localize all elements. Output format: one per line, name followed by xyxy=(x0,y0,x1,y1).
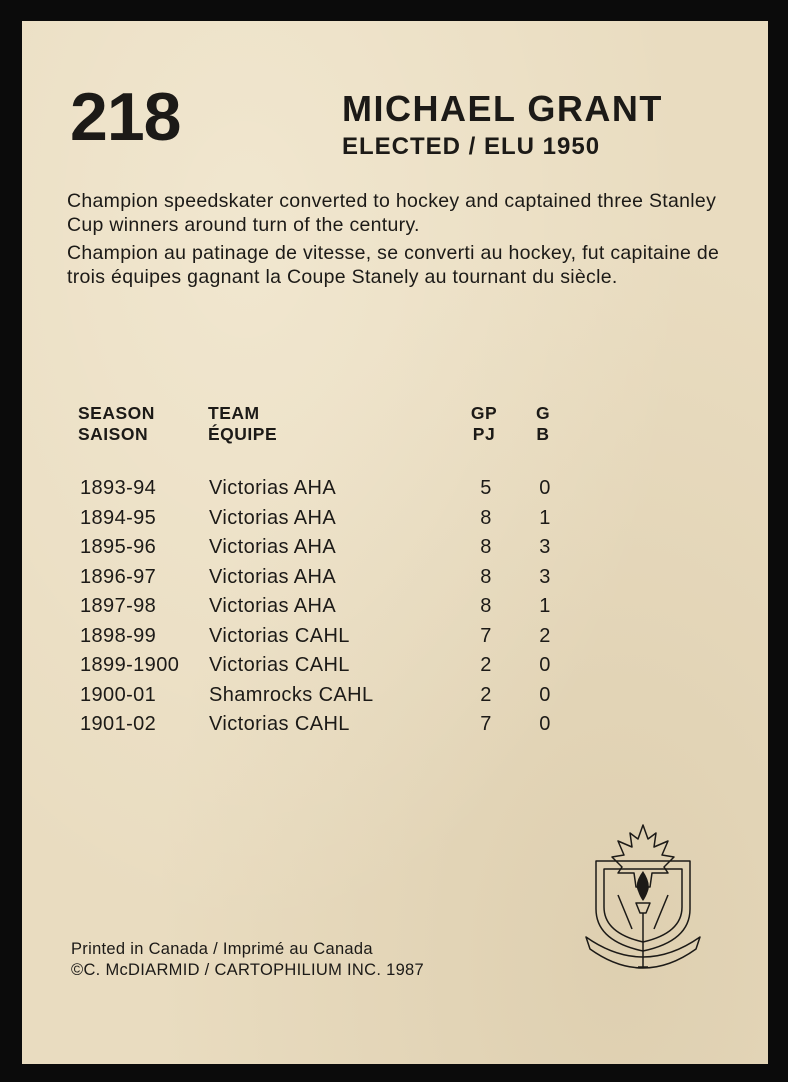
row-games-played: 8 xyxy=(480,506,492,529)
row-season: 1897-98 xyxy=(80,595,157,617)
row-team: Victorias CAHL xyxy=(209,654,350,676)
row-goals: 0 xyxy=(539,654,551,676)
header-season-fr: SAISON xyxy=(78,424,149,444)
row-season: 1896-97 xyxy=(80,565,157,588)
row-games-played: 5 xyxy=(480,477,492,499)
table-row xyxy=(78,710,598,739)
row-team: Victorias AHA xyxy=(209,536,337,558)
row-season: 1895-96 xyxy=(80,536,157,558)
header-goals xyxy=(528,403,558,445)
elected-year: ELECTED / ELU 1950 xyxy=(342,133,601,160)
row-team: Victorias AHA xyxy=(209,506,337,529)
row-season: 1901-02 xyxy=(80,713,157,735)
row-season: 1894-95 xyxy=(80,506,157,529)
trading-card-back xyxy=(22,21,768,1064)
table-row xyxy=(78,681,598,710)
row-season: 1899-1900 xyxy=(80,654,180,676)
row-games-played: 8 xyxy=(480,595,492,617)
hockey-hall-of-fame-logo-icon xyxy=(578,817,708,977)
row-team: Victorias AHA xyxy=(209,477,337,499)
header-season-en: SEASON xyxy=(78,403,155,423)
row-goals: 0 xyxy=(539,713,551,735)
row-games-played: 8 xyxy=(480,536,492,558)
printed-in-canada: Printed in Canada / Imprimé au Canada xyxy=(71,940,373,958)
bio-english: Champion speedskater converted to hockey and captained three Stanley Cup winners around turn of the century. xyxy=(67,190,717,236)
table-row xyxy=(78,651,598,680)
header-games-played xyxy=(464,403,504,445)
table-row xyxy=(78,563,598,592)
row-team: Victorias AHA xyxy=(209,595,337,617)
header-gp-fr: PJ xyxy=(472,424,496,444)
row-goals: 0 xyxy=(539,683,551,706)
table-row xyxy=(78,533,598,562)
row-goals: 3 xyxy=(539,565,551,588)
table-row xyxy=(78,474,598,503)
table-row xyxy=(78,504,598,533)
header-gp-en: GP xyxy=(470,403,498,423)
row-games-played: 7 xyxy=(480,624,492,647)
row-season: 1893-94 xyxy=(80,477,157,499)
row-games-played: 2 xyxy=(480,683,492,706)
header-g-fr: B xyxy=(536,424,550,444)
row-team: Victorias CAHL xyxy=(209,624,350,647)
card-number: 218 xyxy=(70,79,181,155)
table-row xyxy=(78,592,598,621)
row-team: Victorias CAHL xyxy=(209,713,350,735)
row-team: Shamrocks CAHL xyxy=(209,683,374,706)
player-name: MICHAEL GRANT xyxy=(342,88,663,129)
row-team: Victorias AHA xyxy=(209,565,337,588)
row-games-played: 8 xyxy=(480,565,492,588)
row-season: 1898-99 xyxy=(80,624,157,647)
row-goals: 2 xyxy=(539,624,551,647)
table-row xyxy=(78,622,598,651)
row-games-played: 2 xyxy=(480,654,492,676)
header-team xyxy=(208,403,277,445)
header-team-fr: ÉQUIPE xyxy=(208,424,278,444)
row-goals: 0 xyxy=(539,477,551,499)
header-g-en: G xyxy=(535,403,551,423)
copyright-line: ©C. McDIARMID / CARTOPHILIUM INC. 1987 xyxy=(71,961,425,979)
header-season xyxy=(78,403,155,445)
row-season: 1900-01 xyxy=(80,683,157,706)
bio-french: Champion au patinage de vitesse, se converti au hockey, fut capitaine de trois équipes gagnant la Coupe Stanely au tournant du siècle. xyxy=(67,242,720,288)
header-team-en: TEAM xyxy=(208,403,260,423)
row-games-played: 7 xyxy=(480,713,492,735)
row-goals: 3 xyxy=(539,536,551,558)
card-footer xyxy=(71,939,424,981)
row-goals: 1 xyxy=(539,506,551,529)
row-goals: 1 xyxy=(539,595,551,617)
